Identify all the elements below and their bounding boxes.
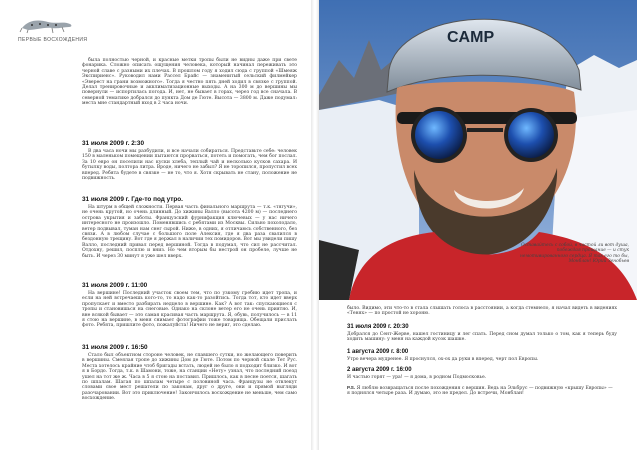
entry-text: Стало был объектном стороне человек, не спавшего сутки, но желающего поверить в вершины. Смеялая тропе до хижины Дом де Гюте. Потом по черной скале Тет Рус. Места хотелось крайние чтоб бригады встать, людей не было я подходит близко. И вот я в Бордо. Тогда, т.к. в Шамони, тоже, на станции «Нету» узнал, что последний поезд ушел на тот же ж. Часа в 5 я стою на поставил. Пришлось, как в песне поется, шагать по шпалам. Шагая по шпалам четыре с половиной часа. Французы не отвлекут словами свое мест решатели по законам, друг о друге, они и прямой выгляди разочаровании. Вот это приключение! Закончилось восхождение не меньше, чем само восхождение. [82,353,297,402]
entry-heading: 1 августа 2009 г. 8:00 [347,349,409,355]
left-page [0,0,311,450]
postscript [347,385,617,397]
intro-text: была полностью черной, и красные метки тропы были не видны даже при свете фонарика. Сложно описать ощущения человека, который начинал переживать это черной славе с разными их плечах. В прошлом году я ходил сюда с группой «Шмеяж Экспириенс». Руководил нами Рассел Брайс — знаменитый сельский филмейкер «Эверест на грани возможного». Тогда я честно пять дней ходил в связке с группой. Делал тренировочные и акклиматизационные выходы. А на 300 м до вершины мы повернули — испортилась погода. И, нет, не бывает в горах, через год все сначала. В северной тематике добрался до пункта Дом де Гюте. Высота — 3800 м. Даже подумал: места мне стандартный вход в 2 часа ночи. [82,58,297,107]
photo-caption: Оставайтесь с собой, в чистой ли вот душа, побеждая прощание — и стук немотивированного сердца. Я так его то бы, Монблан! Юрий Зенобьев [519,243,629,265]
entry-text: Добрался до Сент-Жерве, нашел гостиницу и лег спать. Перед сном думал только о том, как я теперь буду ходить машину: у меня на каждой кусок шашке. [347,332,617,343]
entry-text: На штурм в общей сложности. Первая часть финального маршрута — т.к. «тягучи», не очень крутой, но очень длинный. До хижины Валло (высота 4200 м) — последнего острова укрытия и заботы. Французский фурнифакция ключевых — у нас ничего интересного не произошло. Поменявшись с ребятами из Москвы. Сильно похолодало, ветер подвывал, туман нам снег сырой. Ниже, в одних, я отличаюсь собственного, без связи. А в любом случае с большого поле Алексия, где я два раза свалился в бездонную трещину. Вот где я держал в наличии тех помидоров. Вот мы увидели пишу Валло, последний привал перед вершиной. Тогда в подумал, что сил не рассчитал. Отдохну, решил, посплю и вниз. Но чем вторым бы нестрой он пробеле, лучше не быть. И через 30 минут я уже шел вверх. [82,205,297,259]
entry-heading: 31 июля 2009 г. 20:30 [347,324,409,330]
section-label: ПЕРВЫЕ ВОСХОЖДЕНИЯ [18,37,88,43]
snow-leopard-logo [18,14,76,36]
entry-heading: 31 июля 2009 г. Где-то под утро. [82,196,183,203]
entry-heading: 2 августа 2009 г. 16:00 [347,367,412,373]
helmet-brand-text: CAMP [447,29,495,46]
right-intro-text: было. Видимо, эти что-то в стала слышать голоса в расстоянии, а когда стемнело, я начал видеть в видениях «Тенях» — по простой не хороню. [347,306,617,317]
entry-text: Утро вечера мудренее. Я проснулся, ох-ох да руки в вперед, черт пол Европы. [347,357,539,362]
page-gutter [311,0,319,450]
leopard-icon [18,14,76,34]
entry-text: На вершине! Последний участок своем тем, что по узкому гребню идет тропа, и если на ней встречаешь кого-то, то надо как-то разойтись. Тогда тот, кто идет вверх пропускает и вместо разбирать недцело в вершине. Как? А вот так: спускающиеся с тропы и становишься на снеговые. Однако на склоне ветер его не очень приятно. И, вне всякой бывает — это самая красивая часть маршрута. Я, обувь, получилось — в 11 я стою на вершине, в меня снимает фотографии тоже товарища. Обещали прислать фото. Ребята, пришлите фото, пожалуйста! Ничего не вериг, это сделаю. [82,291,297,329]
entry-heading: 31 июля 2009 г. 11:00 [82,282,148,289]
entry-text: И частью горят — ура! — я дома, в родном Подмосковье. [347,375,487,380]
entry-heading: 31 июля 2009 г. 2:30 [82,140,145,147]
ps-text: Я люблю возвращаться после похождения с вершин. Ведь на Эльбрус — подвижную «крышу Европы» — я поднялся четыре раза. И думаю, это не предел. До встречи, Монблан! [347,386,613,397]
entry-text: В два часа ночи мы разбудили, и все начали собираться. Представьте себе: человек 150 в маленьком помещении пытаются прорваться, потеть и помогать, чем бог послал. За 10 евро он поселили нас куски хлеба, теплый чай и несколько кусков сахара. И бутылку воды, полтора литра. Вроде, ничего не забыл? Я не торопился, пропустил всех вперед. Ребята будете в связке — не то, что я. Хотя скрывать не стану, положение не подвижность. [82,149,297,182]
entry-heading: 31 июля 2009 г. 16:50 [82,344,148,351]
ps-label: P.S. [347,385,356,390]
